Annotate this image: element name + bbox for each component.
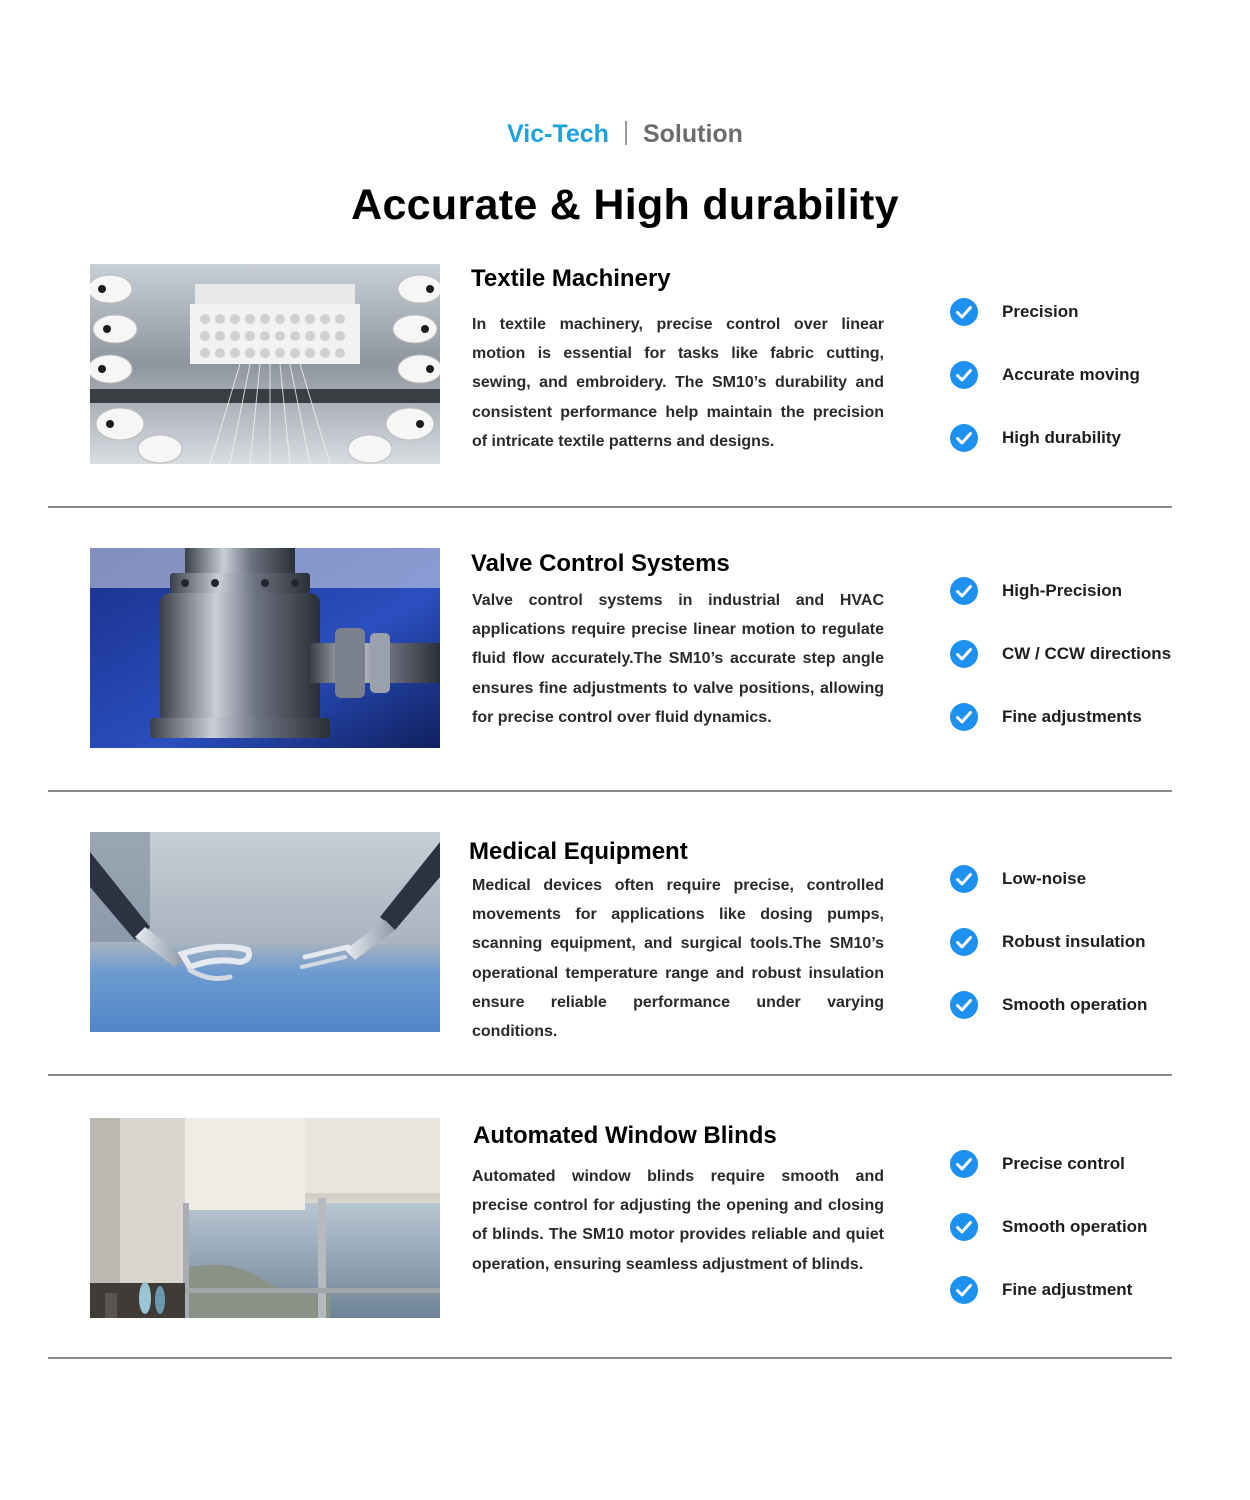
section-title: Textile Machinery	[471, 265, 671, 292]
check-circle-icon	[950, 928, 978, 956]
section-divider	[48, 1074, 1172, 1076]
feature-label: Low-noise	[1002, 869, 1087, 888]
check-circle-icon	[950, 1276, 978, 1304]
feature-label: Accurate moving	[1002, 365, 1140, 384]
section-title: Automated Window Blinds	[473, 1122, 777, 1149]
check-circle-icon	[950, 361, 978, 389]
brand-header	[0, 118, 1250, 150]
feature-label: Fine adjustments	[1002, 707, 1142, 726]
brand-divider	[625, 121, 627, 145]
feature-item	[950, 577, 1240, 607]
feature-label: Fine adjustment	[1002, 1280, 1133, 1299]
feature-label: Smooth operation	[1002, 995, 1148, 1014]
medical-equipment-photo	[90, 832, 440, 1032]
feature-item	[950, 361, 1240, 391]
section-title: Valve Control Systems	[471, 550, 730, 577]
section-description: Valve control systems in industrial and HVAC applications require precise linear motion to regulate fluid flow accurately.The SM10’s accurate step angle ensures fine adjustments to valve positions, allowing for precise control over fluid dynamics.	[472, 592, 884, 726]
check-circle-icon	[950, 577, 978, 605]
feature-item	[950, 298, 1240, 328]
check-circle-icon	[950, 865, 978, 893]
feature-label: Smooth operation	[1002, 1217, 1148, 1236]
textile-machinery-photo	[90, 264, 440, 464]
section-description: Automated window blinds require smooth and precise control for adjusting the opening and closing of blinds. The SM10 motor provides reliable and quiet operation, ensuring seamless adjustment of blinds.	[472, 1168, 884, 1273]
section-description: Medical devices often require precise, controlled movements for applications like dosing pumps, scanning equipment, and surgical tools.The SM10’s operational temperature range and robust insulation ensure reliable performance under varying conditions.	[472, 877, 884, 1041]
feature-label: Precise control	[1002, 1154, 1125, 1173]
section-divider	[48, 506, 1172, 508]
feature-label: CW / CCW directions	[1002, 644, 1172, 663]
window-blinds-photo	[90, 1118, 440, 1318]
check-circle-icon	[950, 703, 978, 731]
section-divider	[48, 1357, 1172, 1359]
check-circle-icon	[950, 991, 978, 1019]
page-title: Accurate & High durability	[351, 181, 899, 229]
feature-item	[950, 1276, 1240, 1306]
check-circle-icon	[950, 1150, 978, 1178]
feature-item	[950, 424, 1240, 454]
brand-category: Solution	[642, 120, 743, 148]
check-circle-icon	[950, 298, 978, 326]
valve-control-photo	[90, 548, 440, 748]
feature-item	[950, 640, 1240, 670]
check-circle-icon	[950, 640, 978, 668]
check-circle-icon	[950, 424, 978, 452]
feature-label: Robust insulation	[1002, 932, 1146, 951]
feature-item	[950, 703, 1240, 733]
feature-item	[950, 1150, 1240, 1180]
feature-label: High-Precision	[1002, 581, 1122, 600]
feature-item	[950, 1213, 1240, 1243]
section-description: In textile machinery, precise control over linear motion is essential for tasks like fabric cutting, sewing, and embroidery. The SM10’s durability and consistent performance help maintain the precision of intricate textile patterns and designs.	[472, 316, 884, 450]
check-circle-icon	[950, 1213, 978, 1241]
feature-label: High durability	[1002, 428, 1121, 447]
feature-item	[950, 928, 1240, 958]
brand-name: Vic-Tech	[507, 120, 609, 148]
section-title: Medical Equipment	[469, 838, 688, 865]
section-divider	[48, 790, 1172, 792]
feature-item	[950, 865, 1240, 895]
feature-label: Precision	[1002, 302, 1079, 321]
feature-item	[950, 991, 1240, 1021]
